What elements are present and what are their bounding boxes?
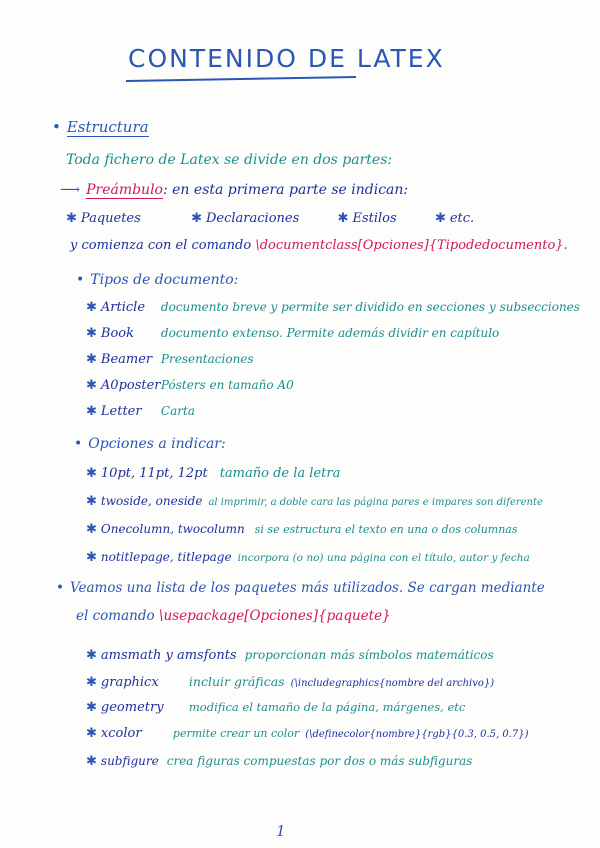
preambulo-line (60, 182, 408, 198)
paquete-row: ✱ xcolor permite crear un color (\definecolor{nombre}{rgb}{0.3, 0.5, 0.7}) (86, 726, 529, 741)
preambulo-text: : en esta primera parte se indican: (162, 182, 409, 198)
star-icon: ✱ (86, 494, 97, 509)
star-icon: ✱ (86, 522, 97, 537)
star-icon: ✱ (86, 352, 97, 367)
comienza-text: y comienza con el comando (70, 238, 252, 253)
star-icon: ✱ (86, 700, 97, 715)
opcion-row: ✱ Onecolumn, twocolumn si se estructura el texto en una o dos columnas (86, 522, 518, 537)
item-estilos: Estilos (352, 211, 397, 226)
star-icon: ✱ (86, 466, 97, 481)
paquete-row: ✱ geometry modifica el tamaño de la página, márgenes, etc (86, 700, 466, 715)
tipo-row: ✱ Book documento extenso. Permite además dividir en capítulo (86, 326, 500, 341)
tipo-row: ✱ A0posterPósters en tamaño A0 (86, 378, 294, 393)
star-icon: ✱ (86, 754, 97, 769)
star-icon: ✱ (86, 550, 97, 565)
arrow-right-icon: ⟶ (60, 182, 81, 198)
paquete-row: ✱ amsmath y amsfonts proporcionan más símbolos matemáticos (86, 648, 494, 663)
star-icon: ✱ (86, 300, 97, 315)
opcion-row: ✱ 10pt, 11pt, 12pt tamaño de la letra (86, 466, 341, 481)
comienza-line (70, 238, 568, 253)
bullet-dot: • (76, 272, 85, 288)
estructura-intro: Toda fichero de Latex se divide en dos partes: (66, 152, 393, 168)
opcion-row: ✱ twoside, oneside al imprimir, a doble cara las página pares e impares son diferente (86, 494, 543, 509)
usepackage-command: \usepackage[Opciones]{paquete} (158, 608, 391, 624)
star-icon: ✱ (86, 326, 97, 341)
tipo-row: ✱ Article documento breve y permite ser dividido en secciones y subsecciones (86, 300, 580, 315)
item-paquetes: Paquetes (80, 211, 141, 226)
paquete-row: ✱ graphicx incluir gráficas (\includegraphics{nombre del archivo}) (86, 674, 495, 690)
item-declaraciones: Declaraciones (205, 211, 300, 226)
page-title: CONTENIDO DE LATEX (128, 44, 445, 73)
page-number: 1 (276, 822, 286, 840)
star-icon: ✱ (434, 211, 446, 226)
opciones-heading: • Opciones a indicar: (74, 436, 226, 452)
tipo-row: ✱ Letter Carta (86, 404, 195, 419)
star-icon: ✱ (191, 211, 202, 226)
opcion-row: ✱ notitlepage, titlepage incorpora (o no) una página con el título, autor y fecha (86, 550, 530, 565)
bullet-dot: • (56, 580, 64, 596)
paquete-row: ✱ subfigure crea figuras compuestas por dos o más subfiguras (86, 754, 473, 769)
bullet-dot: • (74, 436, 83, 452)
tipos-heading: • Tipos de documento: (76, 272, 239, 288)
star-icon: ✱ (66, 211, 77, 226)
title-underline (126, 76, 356, 82)
star-icon: ✱ (86, 648, 97, 663)
star-icon: ✱ (337, 211, 349, 226)
item-etc: etc. (449, 211, 475, 226)
paquetes-intro: • Veamos una lista de los paquetes más utilizados. Se cargan mediante (56, 580, 545, 596)
paquetes-intro-cmd: el comando \usepackage[Opciones]{paquete} (76, 608, 391, 624)
tipo-row: ✱ Beamer Presentaciones (86, 352, 254, 367)
preambulo-items (66, 211, 474, 226)
star-icon: ✱ (86, 404, 97, 419)
estructura-heading: • Estructura (52, 118, 149, 136)
documentclass-command: \documentclass[Opciones]{Tipodedocumento}. (255, 238, 568, 253)
star-icon: ✱ (86, 726, 97, 741)
bullet-dot: • (52, 118, 61, 136)
preambulo-label: Preámbulo (86, 182, 163, 198)
star-icon: ✱ (86, 378, 97, 393)
star-icon: ✱ (86, 675, 97, 690)
